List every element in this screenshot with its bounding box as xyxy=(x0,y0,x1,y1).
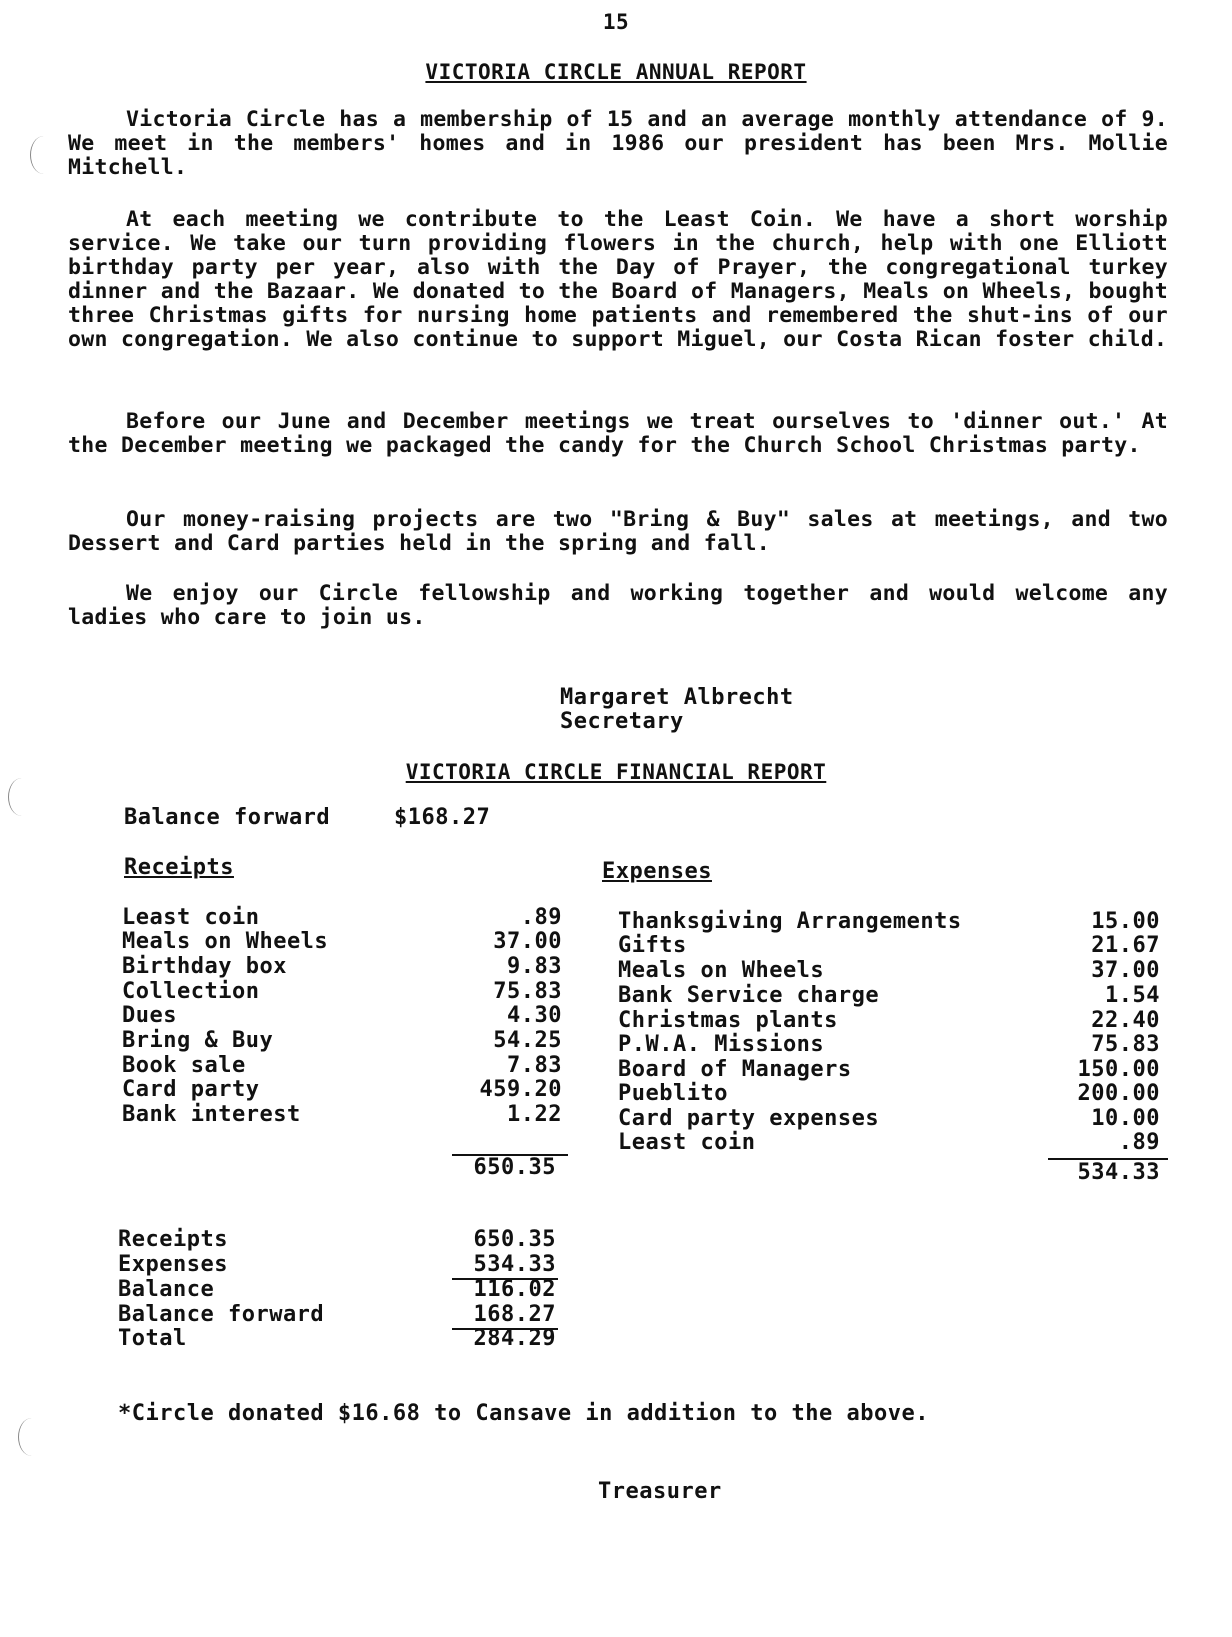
list-item: Bring & Buy 54.25 xyxy=(122,1028,562,1053)
receipts-heading: Receipts xyxy=(124,855,234,880)
expenses-heading: Expenses xyxy=(602,859,712,884)
list-item: Least coin .89 xyxy=(122,905,562,930)
report-paragraph: At each meeting we contribute to the Least Coin. We have a short worship service. We take our turn providing flowers in the church, help with one Elliott birthday party per year, also with the Day of Prayer, the congregational turkey dinner and the Bazaar. We donated to the Board of Managers, Meals on Wheels, bought three Christmas gifts for nursing home patients and remembered the shut-ins of our own congregation. We also continue to support Miguel, our Costa Rican foster child. xyxy=(68,207,1168,352)
list-item: Birthday box 9.83 xyxy=(122,954,562,979)
list-item: Least coin .89 xyxy=(618,1130,1160,1155)
annual-report-title: VICTORIA CIRCLE ANNUAL REPORT xyxy=(425,60,807,84)
report-paragraph: Before our June and December meetings we treat ourselves to 'dinner out.' At the December meeting we packaged the candy for the Church School Christmas party. xyxy=(68,409,1168,458)
list-item: Book sale 7.83 xyxy=(122,1053,562,1078)
list-item: Balance forward 168.27 xyxy=(118,1302,556,1327)
list-item: Pueblito 200.00 xyxy=(618,1081,1160,1106)
list-item: Meals on Wheels 37.00 xyxy=(618,958,1160,983)
list-item: Receipts 650.35 xyxy=(118,1227,556,1252)
list-item: Board of Managers 150.00 xyxy=(618,1057,1160,1082)
list-item: P.W.A. Missions 75.83 xyxy=(618,1032,1160,1057)
secretary-title: Secretary xyxy=(560,709,684,734)
treasurer-title: Treasurer xyxy=(598,1479,722,1504)
list-item: Christmas plants 22.40 xyxy=(618,1008,1160,1033)
punch-hole-mark xyxy=(18,1418,45,1456)
list-item: Card party 459.20 xyxy=(122,1077,562,1102)
expenses-total: 534.33 xyxy=(1077,1160,1160,1185)
list-item: Total 284.29 xyxy=(118,1326,556,1351)
list-item: Balance 116.02 xyxy=(118,1277,556,1302)
report-paragraph: We enjoy our Circle fellowship and working together and would welcome any ladies who care to join us. xyxy=(68,581,1168,630)
list-item: Collection 75.83 xyxy=(122,979,562,1004)
list-item: Card party expenses 10.00 xyxy=(618,1106,1160,1131)
report-paragraph: Victoria Circle has a membership of 15 and an average monthly attendance of 9. We meet in the members' homes and in 1986 our president has been Mrs. Mollie Mitchell. xyxy=(68,107,1168,180)
report-paragraph: Our money-raising projects are two "Bring & Buy" sales at meetings, and two Dessert and Card parties held in the spring and fall. xyxy=(68,507,1168,556)
receipts-total: 650.35 xyxy=(473,1155,556,1180)
list-item: Bank Service charge 1.54 xyxy=(618,983,1160,1008)
list-item: Thanksgiving Arrangements 15.00 xyxy=(618,909,1160,934)
balance-forward-value: $168.27 xyxy=(394,805,491,830)
secretary-name: Margaret Albrecht xyxy=(560,685,794,710)
list-item: Gifts 21.67 xyxy=(618,933,1160,958)
list-item: Dues 4.30 xyxy=(122,1003,562,1028)
page-number: 15 xyxy=(602,10,630,34)
summary-rule xyxy=(452,1328,558,1330)
list-item: Meals on Wheels 37.00 xyxy=(122,929,562,954)
list-item: Expenses 534.33 xyxy=(118,1252,556,1277)
list-item: Bank interest 1.22 xyxy=(122,1102,562,1127)
balance-forward-label: Balance forward xyxy=(124,805,331,830)
financial-report-title: VICTORIA CIRCLE FINANCIAL REPORT xyxy=(405,760,827,784)
footnote: *Circle donated $16.68 to Cansave in addition to the above. xyxy=(118,1401,929,1426)
summary-rule xyxy=(452,1278,558,1280)
punch-hole-mark xyxy=(30,136,57,174)
